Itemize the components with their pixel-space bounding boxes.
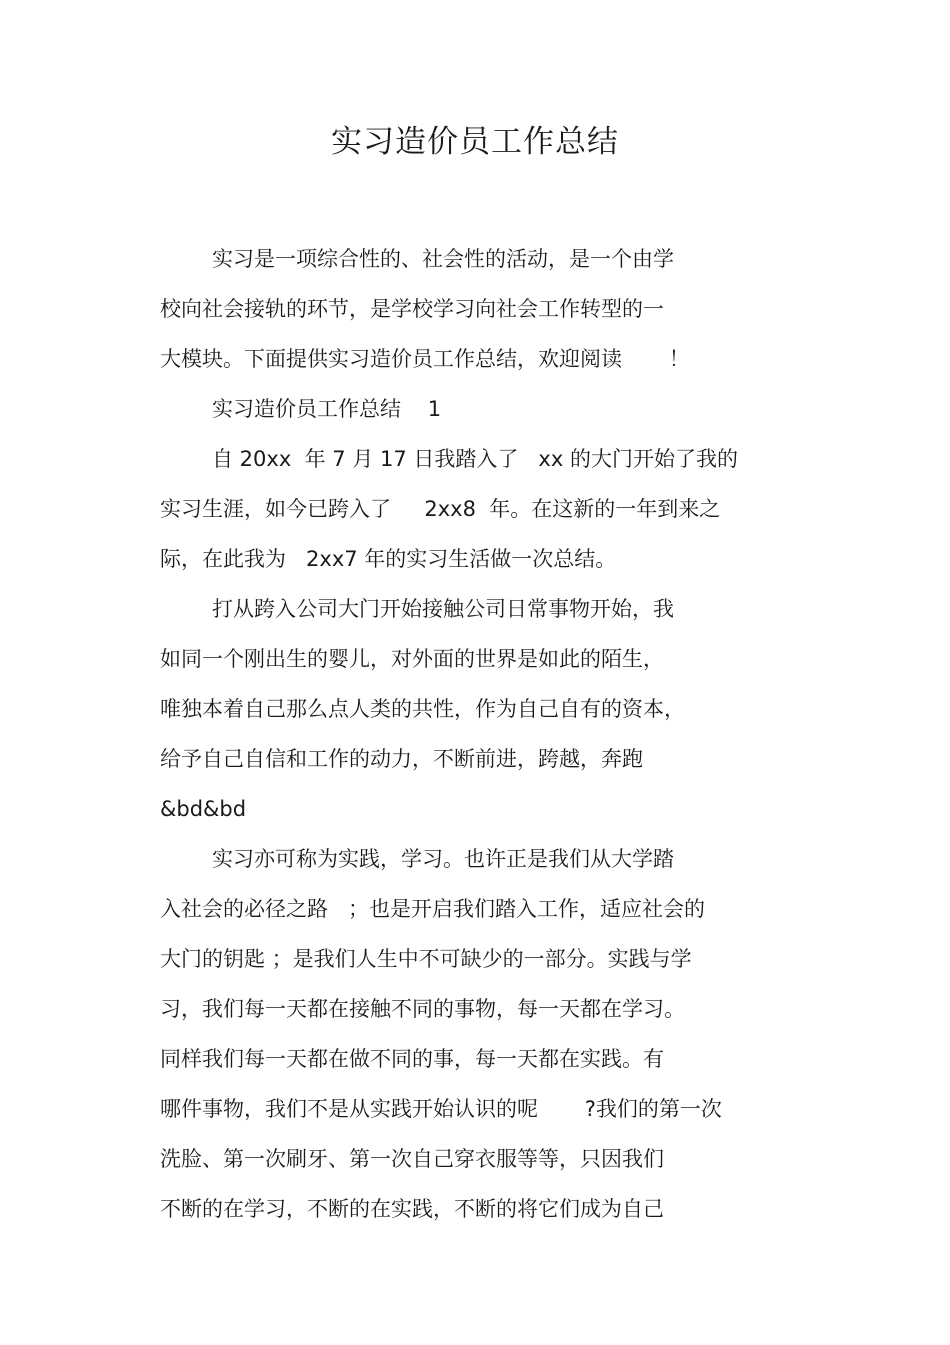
paragraph-line: 际，在此我为 2xx7 年的实习生活做一次总结。 <box>160 547 617 571</box>
paragraph-line: &bd&bd <box>160 797 247 821</box>
paragraph-line: 如同一个刚出生的婴儿，对外面的世界是如此的陌生， <box>160 647 664 671</box>
paragraph-line: 大门的钥匙 ；是我们人生中不可缺少的一部分。实践与学 <box>160 947 692 971</box>
paragraph-line: 给予自己自信和工作的动力，不断前进，跨越，奔跑 <box>160 747 643 771</box>
paragraph-line: 哪件事物，我们不是从实践开始认识的呢 ?我们的第一次 <box>160 1097 722 1121</box>
document-title: 实习造价员工作总结 <box>331 124 619 160</box>
paragraph-line: 校向社会接轨的环节，是学校学习向社会工作转型的一 <box>160 297 664 321</box>
section-heading: 实习造价员工作总结 1 <box>212 397 442 421</box>
paragraph-line: 洗脸、第一次刷牙、第一次自己穿衣服等等，只因我们 <box>160 1147 664 1171</box>
paragraph-line: 习，我们每一天都在接触不同的事物，每一天都在学习。 <box>160 997 685 1021</box>
paragraph-line: 唯独本着自己那么点人类的共性，作为自己自有的资本， <box>160 697 685 721</box>
paragraph-line: 自 20xx 年 7 月 17 日我踏入了 xx 的大门开始了我的 <box>212 447 738 471</box>
paragraph-line: 实习亦可称为实践，学习。也许正是我们从大学踏 <box>212 847 674 871</box>
paragraph-line: 入社会的必径之路 ；也是开启我们踏入工作，适应社会的 <box>160 897 706 921</box>
paragraph-line: 打从跨入公司大门开始接触公司日常事物开始，我 <box>212 597 674 621</box>
paragraph-line: 同样我们每一天都在做不同的事，每一天都在实践。有 <box>160 1047 664 1071</box>
paragraph-line: 大模块。下面提供实习造价员工作总结，欢迎阅读 ！ <box>160 347 690 371</box>
paragraph-line: 不断的在学习，不断的在实践，不断的将它们成为自己 <box>160 1197 664 1221</box>
paragraph-line: 实习生涯，如今已跨入了 2xx8 年。在这新的一年到来之 <box>160 497 721 521</box>
paragraph-line: 实习是一项综合性的、社会性的活动，是一个由学 <box>212 247 674 271</box>
